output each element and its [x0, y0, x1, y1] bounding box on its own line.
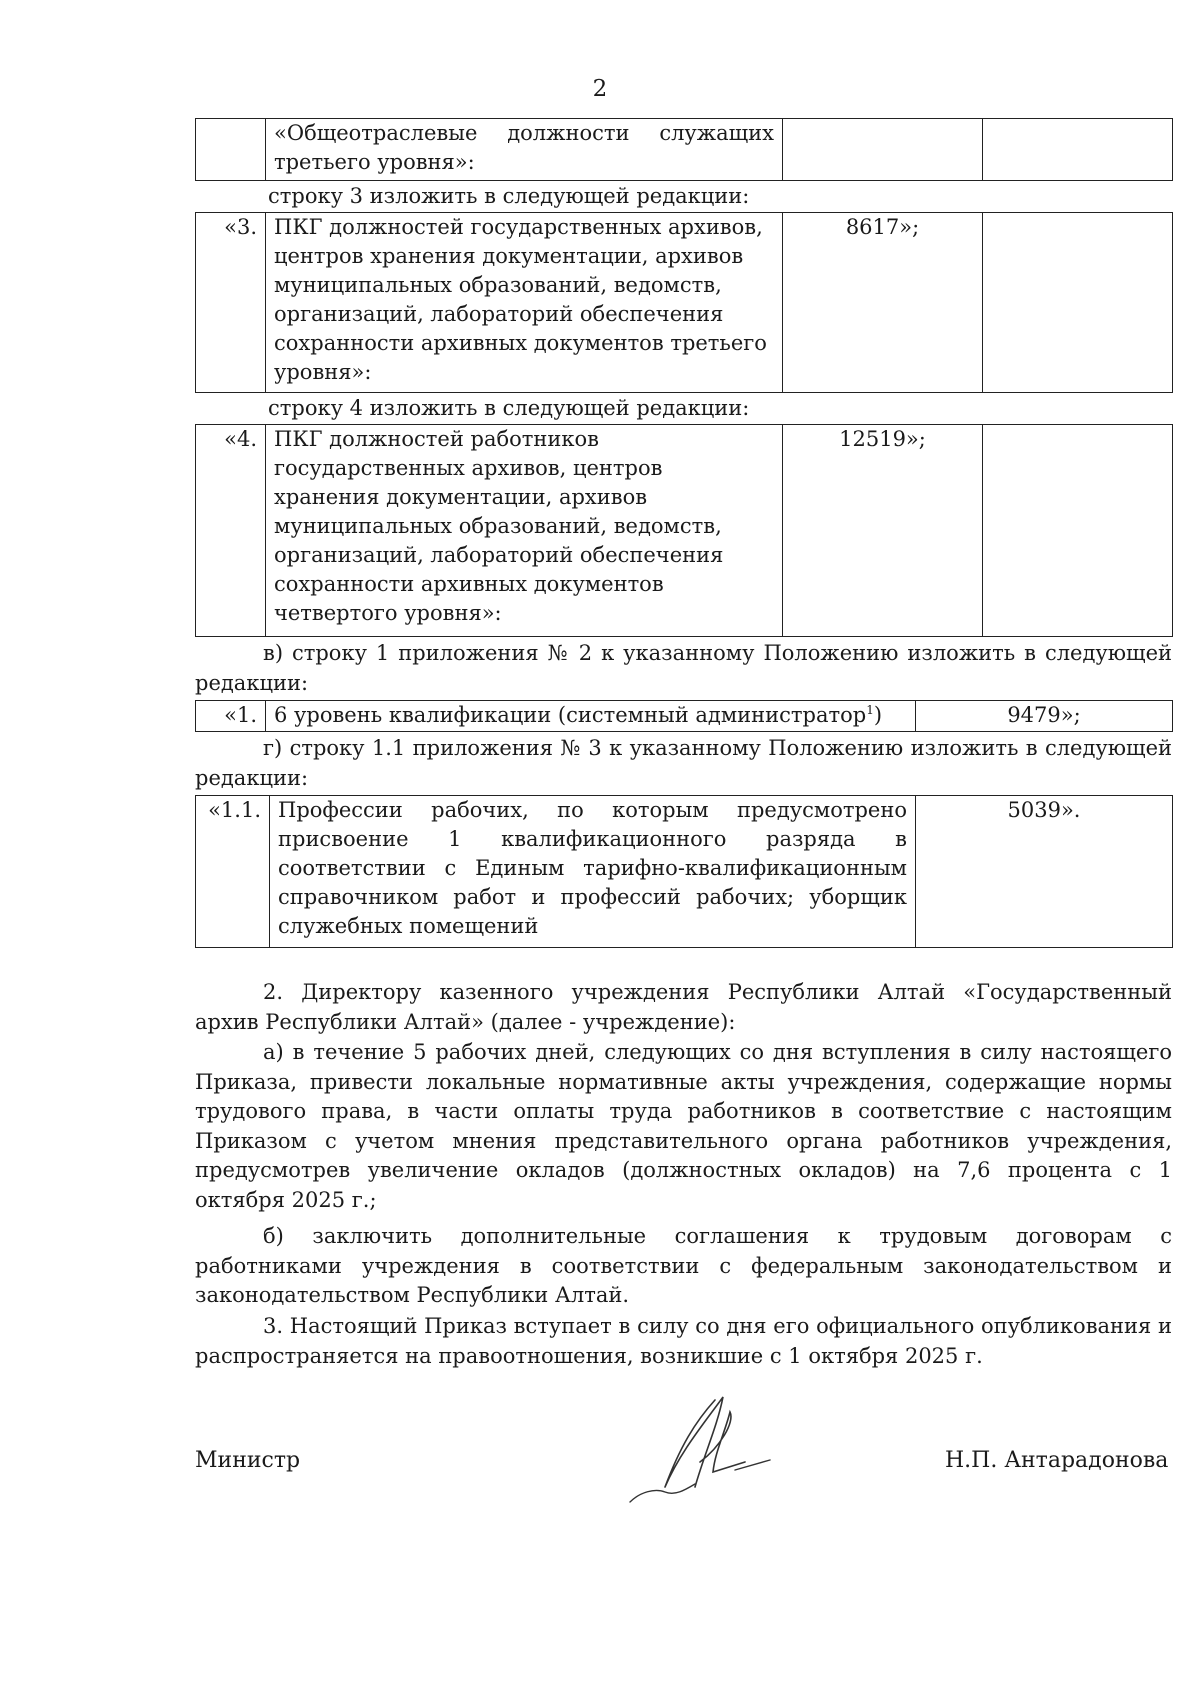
table-top-fragment [195, 118, 1173, 181]
signatory-position: Министр [195, 1448, 301, 1473]
table-row4 [195, 424, 1173, 637]
table-cell-empty [983, 119, 1173, 181]
row3-value: 8617»; [783, 213, 983, 393]
table-cell-num [196, 119, 266, 181]
instruction-row3: строку 3 изложить в следующей редакции: [268, 184, 750, 208]
row4-value: 12519»; [783, 425, 983, 637]
app3-text: Профессии рабочих, по которым предусмотрено присвоение 1 квалификационного разряда в соответствии с Единым тарифно-квалификационным справочником работ и профессий рабочих; уборщик служебных помещений [270, 796, 916, 948]
row3-empty [983, 213, 1173, 393]
app3-value: 5039». [916, 796, 1173, 948]
table-app2-row [195, 700, 1173, 732]
app3-number: «1.1. [196, 796, 270, 948]
row3-text: ПКГ должностей государственных архивов, центров хранения документации, архивов муниципальных образований, ведомств, организаций, лабораторий обеспечения сохранности архивных документов третьего уровня»: [266, 213, 783, 393]
table-app3-row [195, 795, 1173, 948]
paragraph-g: г) строку 1.1 приложения № 3 к указанному Положению изложить в следующей редакции: [195, 736, 1172, 790]
app2-text-main: 6 уровень квалификации (системный администратор [274, 703, 867, 727]
paragraph-3: 3. Настоящий Приказ вступает в силу со дня его официального опубликования и распространяется на правоотношения, возникшие с 1 октября 2025 г. [195, 1314, 1172, 1368]
app2-value: 9479»; [916, 701, 1173, 732]
table-row3 [195, 212, 1173, 393]
page-number: 2 [592, 76, 608, 102]
paragraph-2b: б) заключить дополнительные соглашения к трудовым договорам с работниками учреждения в соответствии с федеральным законодательством и законодательством Республики Алтай. [195, 1224, 1172, 1307]
paragraph-2a: а) в течение 5 рабочих дней, следующих со дня вступления в силу настоящего Приказа, привести локальные нормативные акты учреждения, содержащие нормы трудового права, в части оплаты труда работников в соответствие с настоящим Приказом с учетом мнения представительного органа работников учреждения, предусмотрев увеличение окладов (должностных окладов) на 7,6 процента с 1 октября 2025 г.; [195, 1040, 1172, 1212]
row4-number: «4. [196, 425, 266, 637]
paragraph-v: в) строку 1 приложения № 2 к указанному Положению изложить в следующей редакции: [195, 641, 1172, 695]
table-cell-text: «Общеотраслевые должности служащих третьего уровня»: [266, 119, 783, 181]
app2-text-end: ) [873, 703, 883, 727]
footnote-mark: 1 [866, 703, 874, 717]
app2-number: «1. [196, 701, 266, 732]
table-cell-value [783, 119, 983, 181]
signatory-name: Н.П. Антарадонова [945, 1448, 1169, 1473]
paragraph-2: 2. Директору казенного учреждения Республики Алтай «Государственный архив Республики Алтай» (далее - учреждение): [195, 980, 1172, 1034]
row4-empty [983, 425, 1173, 637]
row3-number: «3. [196, 213, 266, 393]
handwritten-signature [625, 1392, 795, 1512]
instruction-row4: строку 4 изложить в следующей редакции: [268, 396, 750, 420]
row4-text: ПКГ должностей работников государственных архивов, центров хранения документации, архивов муниципальных образований, ведомств, организаций, лабораторий обеспечения сохранности архивных документов четвертого уровня»: [266, 425, 783, 637]
app2-text [266, 701, 916, 732]
